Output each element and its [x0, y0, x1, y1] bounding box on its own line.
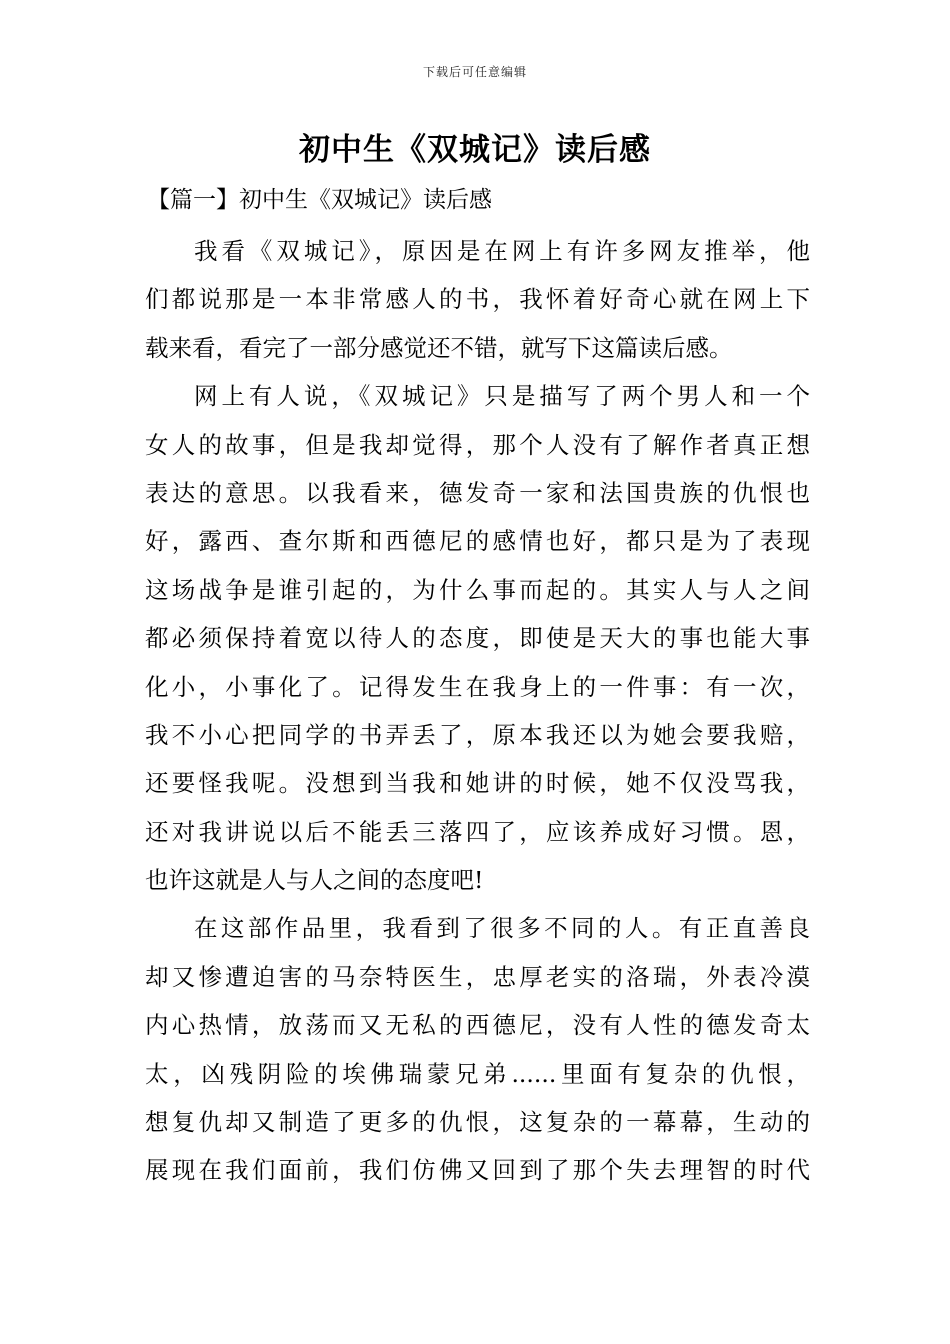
paragraph-line: 想复仇却又制造了更多的仇恨，这复杂的一幕幕，生动的 — [145, 1108, 810, 1137]
body-text — [145, 227, 810, 1195]
paragraph-line: 网上有人说，《双城记》只是描写了两个男人和一个 — [194, 382, 810, 411]
paragraph-line: 却又惨遭迫害的马奈特医生，忠厚老实的洛瑞，外表冷漠 — [145, 962, 810, 991]
paragraph-line: 我看《双城记》，原因是在网上有许多网友推举，他 — [194, 237, 810, 265]
paragraph-line: 我不小心把同学的书弄丢了，原本我还以为她会要我赔， — [145, 720, 810, 749]
paragraph-line: 也许这就是人与人之间的态度吧! — [145, 866, 484, 895]
paragraph-line: 太，凶残阴险的埃佛瑞蒙兄弟......里面有复杂的仇恨， — [145, 1059, 810, 1088]
paragraph-line: 载来看，看完了一部分感觉还不错，就写下这篇读后感。 — [145, 333, 733, 362]
paragraph-line: 化小，小事化了。记得发生在我身上的一件事：有一次， — [145, 672, 810, 701]
page-header: 下载后可任意编辑 — [422, 65, 527, 79]
paragraph-line: 还对我讲说以后不能丢三落四了，应该养成好习惯。恩， — [145, 817, 810, 846]
paragraph-line: 这场战争是谁引起的，为什么事而起的。其实人与人之间 — [145, 575, 810, 604]
paragraph-line: 都必须保持着宽以待人的态度，即使是天大的事也能大事 — [145, 624, 810, 653]
paragraph-line: 表达的意思。以我看来，德发奇一家和法国贵族的仇恨也 — [145, 478, 810, 507]
paragraph-line: 在这部作品里，我看到了很多不同的人。有正直善良 — [194, 914, 810, 943]
paragraph-line: 展现在我们面前，我们仿佛又回到了那个失去理智的时代 — [145, 1156, 810, 1185]
paragraph-line: 们都说那是一本非常感人的书，我怀着好奇心就在网上下 — [145, 285, 810, 314]
paragraph-line: 还要怪我呢。没想到当我和她讲的时候，她不仅没骂我， — [145, 769, 810, 798]
paragraph-line: 好，露西、查尔斯和西德尼的感情也好，都只是为了表现 — [145, 527, 810, 556]
paragraph-line: 内心热情，放荡而又无私的西德尼，没有人性的德发奇太 — [145, 1011, 810, 1040]
paragraph-line: 女人的故事，但是我却觉得，那个人没有了解作者真正想 — [145, 430, 810, 459]
document-title: 初中生《双城记》读后感 — [299, 132, 651, 168]
section-heading: 【篇一】初中生《双城记》读后感 — [147, 187, 492, 213]
